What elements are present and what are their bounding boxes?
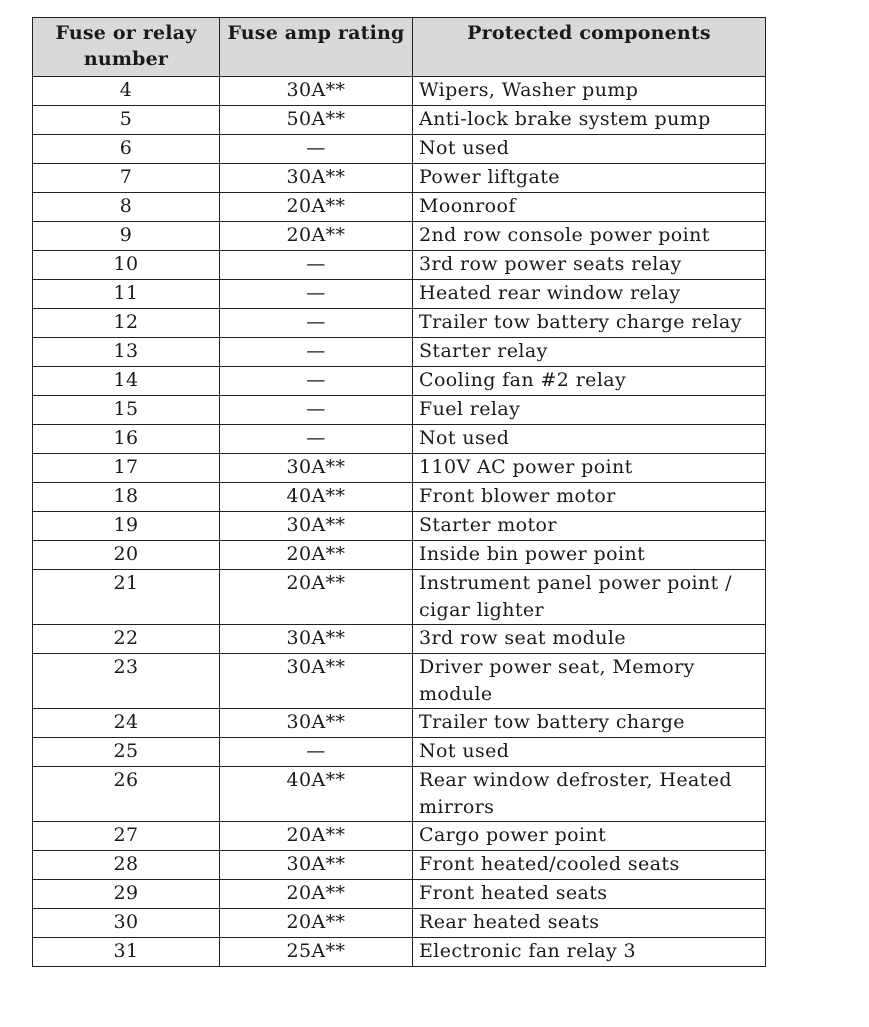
fuse-relay-table [32, 17, 766, 967]
table-row [33, 106, 766, 135]
protected-component-cell: Trailer tow battery charge [413, 709, 766, 738]
fuse-number-cell: 20 [33, 541, 220, 570]
fuse-number-cell: 24 [33, 709, 220, 738]
table-row [33, 738, 766, 767]
amp-rating-cell: 30A** [220, 454, 413, 483]
protected-component-cell: Cooling fan #2 relay [413, 367, 766, 396]
fuse-number-cell: 7 [33, 164, 220, 193]
amp-rating-cell: — [220, 367, 413, 396]
amp-rating-cell: 30A** [220, 512, 413, 541]
amp-rating-cell: — [220, 309, 413, 338]
amp-rating-cell: 30A** [220, 164, 413, 193]
fuse-number-cell: 12 [33, 309, 220, 338]
table-row [33, 280, 766, 309]
protected-component-cell: Rear heated seats [413, 909, 766, 938]
protected-component-cell: Not used [413, 135, 766, 164]
fuse-number-cell: 31 [33, 938, 220, 967]
amp-rating-cell: 40A** [220, 767, 413, 822]
protected-component-cell: Wipers, Washer pump [413, 77, 766, 106]
fuse-number-cell: 16 [33, 425, 220, 454]
fuse-number-cell: 30 [33, 909, 220, 938]
table-row [33, 654, 766, 709]
table-row [33, 164, 766, 193]
header-amp-rating: Fuse amp rating [220, 18, 413, 77]
table-row [33, 483, 766, 512]
header-fuse-number: Fuse or relay number [33, 18, 220, 77]
fuse-number-cell: 13 [33, 338, 220, 367]
table-row [33, 709, 766, 738]
fuse-number-cell: 11 [33, 280, 220, 309]
table-row [33, 193, 766, 222]
fuse-number-cell: 27 [33, 822, 220, 851]
fuse-number-cell: 9 [33, 222, 220, 251]
amp-rating-cell: — [220, 396, 413, 425]
protected-component-cell: Front blower motor [413, 483, 766, 512]
fuse-number-cell: 28 [33, 851, 220, 880]
fuse-number-cell: 4 [33, 77, 220, 106]
table-row [33, 135, 766, 164]
table-row [33, 338, 766, 367]
protected-component-cell: Heated rear window relay [413, 280, 766, 309]
protected-component-cell: Anti-lock brake system pump [413, 106, 766, 135]
amp-rating-cell: 25A** [220, 938, 413, 967]
protected-component-cell: 110V AC power point [413, 454, 766, 483]
amp-rating-cell: 30A** [220, 77, 413, 106]
table-row [33, 767, 766, 822]
table-row [33, 222, 766, 251]
protected-component-cell: Front heated seats [413, 880, 766, 909]
table-row [33, 880, 766, 909]
amp-rating-cell: 30A** [220, 625, 413, 654]
table-row [33, 625, 766, 654]
protected-component-cell: Moonroof [413, 193, 766, 222]
amp-rating-cell: 40A** [220, 483, 413, 512]
amp-rating-cell: 20A** [220, 222, 413, 251]
fuse-number-cell: 14 [33, 367, 220, 396]
amp-rating-cell: — [220, 280, 413, 309]
fuse-number-cell: 21 [33, 570, 220, 625]
amp-rating-cell: 30A** [220, 709, 413, 738]
table-row [33, 570, 766, 625]
fuse-number-cell: 15 [33, 396, 220, 425]
table-header [33, 18, 766, 77]
fuse-number-cell: 18 [33, 483, 220, 512]
table-row [33, 77, 766, 106]
protected-component-cell: 3rd row power seats relay [413, 251, 766, 280]
table-row [33, 425, 766, 454]
amp-rating-cell: — [220, 251, 413, 280]
protected-component-cell: Inside bin power point [413, 541, 766, 570]
protected-component-cell: Power liftgate [413, 164, 766, 193]
table-row [33, 309, 766, 338]
table-row [33, 909, 766, 938]
amp-rating-cell: — [220, 738, 413, 767]
protected-component-cell: Starter motor [413, 512, 766, 541]
amp-rating-cell: — [220, 425, 413, 454]
table-row [33, 851, 766, 880]
table-row [33, 822, 766, 851]
table-body [33, 77, 766, 967]
protected-component-cell: Electronic fan relay 3 [413, 938, 766, 967]
amp-rating-cell: 20A** [220, 822, 413, 851]
table-row [33, 454, 766, 483]
protected-component-cell: Starter relay [413, 338, 766, 367]
protected-component-cell: 2nd row console power point [413, 222, 766, 251]
amp-rating-cell: 30A** [220, 851, 413, 880]
amp-rating-cell: 20A** [220, 541, 413, 570]
amp-rating-cell: 20A** [220, 193, 413, 222]
protected-component-cell: Front heated/cooled seats [413, 851, 766, 880]
fuse-number-cell: 8 [33, 193, 220, 222]
protected-component-cell: Not used [413, 425, 766, 454]
protected-component-cell: Cargo power point [413, 822, 766, 851]
table-row [33, 396, 766, 425]
fuse-number-cell: 10 [33, 251, 220, 280]
amp-rating-cell: 50A** [220, 106, 413, 135]
protected-component-cell: Not used [413, 738, 766, 767]
fuse-number-cell: 22 [33, 625, 220, 654]
header-row [33, 18, 766, 77]
amp-rating-cell: 20A** [220, 880, 413, 909]
amp-rating-cell: 20A** [220, 909, 413, 938]
protected-component-cell: Fuel relay [413, 396, 766, 425]
fuse-number-cell: 19 [33, 512, 220, 541]
table-row [33, 938, 766, 967]
table-row [33, 367, 766, 396]
table-row [33, 512, 766, 541]
amp-rating-cell: 20A** [220, 570, 413, 625]
header-protected-components: Protected components [413, 18, 766, 77]
amp-rating-cell: — [220, 338, 413, 367]
protected-component-cell: Driver power seat, Memory module [413, 654, 766, 709]
fuse-number-cell: 17 [33, 454, 220, 483]
fuse-number-cell: 29 [33, 880, 220, 909]
protected-component-cell: Instrument panel power point / cigar lighter [413, 570, 766, 625]
fuse-number-cell: 25 [33, 738, 220, 767]
protected-component-cell: 3rd row seat module [413, 625, 766, 654]
protected-component-cell: Rear window defroster, Heated mirrors [413, 767, 766, 822]
protected-component-cell: Trailer tow battery charge relay [413, 309, 766, 338]
amp-rating-cell: — [220, 135, 413, 164]
table-row [33, 251, 766, 280]
fuse-number-cell: 5 [33, 106, 220, 135]
fuse-number-cell: 23 [33, 654, 220, 709]
amp-rating-cell: 30A** [220, 654, 413, 709]
fuse-number-cell: 26 [33, 767, 220, 822]
fuse-number-cell: 6 [33, 135, 220, 164]
table-row [33, 541, 766, 570]
